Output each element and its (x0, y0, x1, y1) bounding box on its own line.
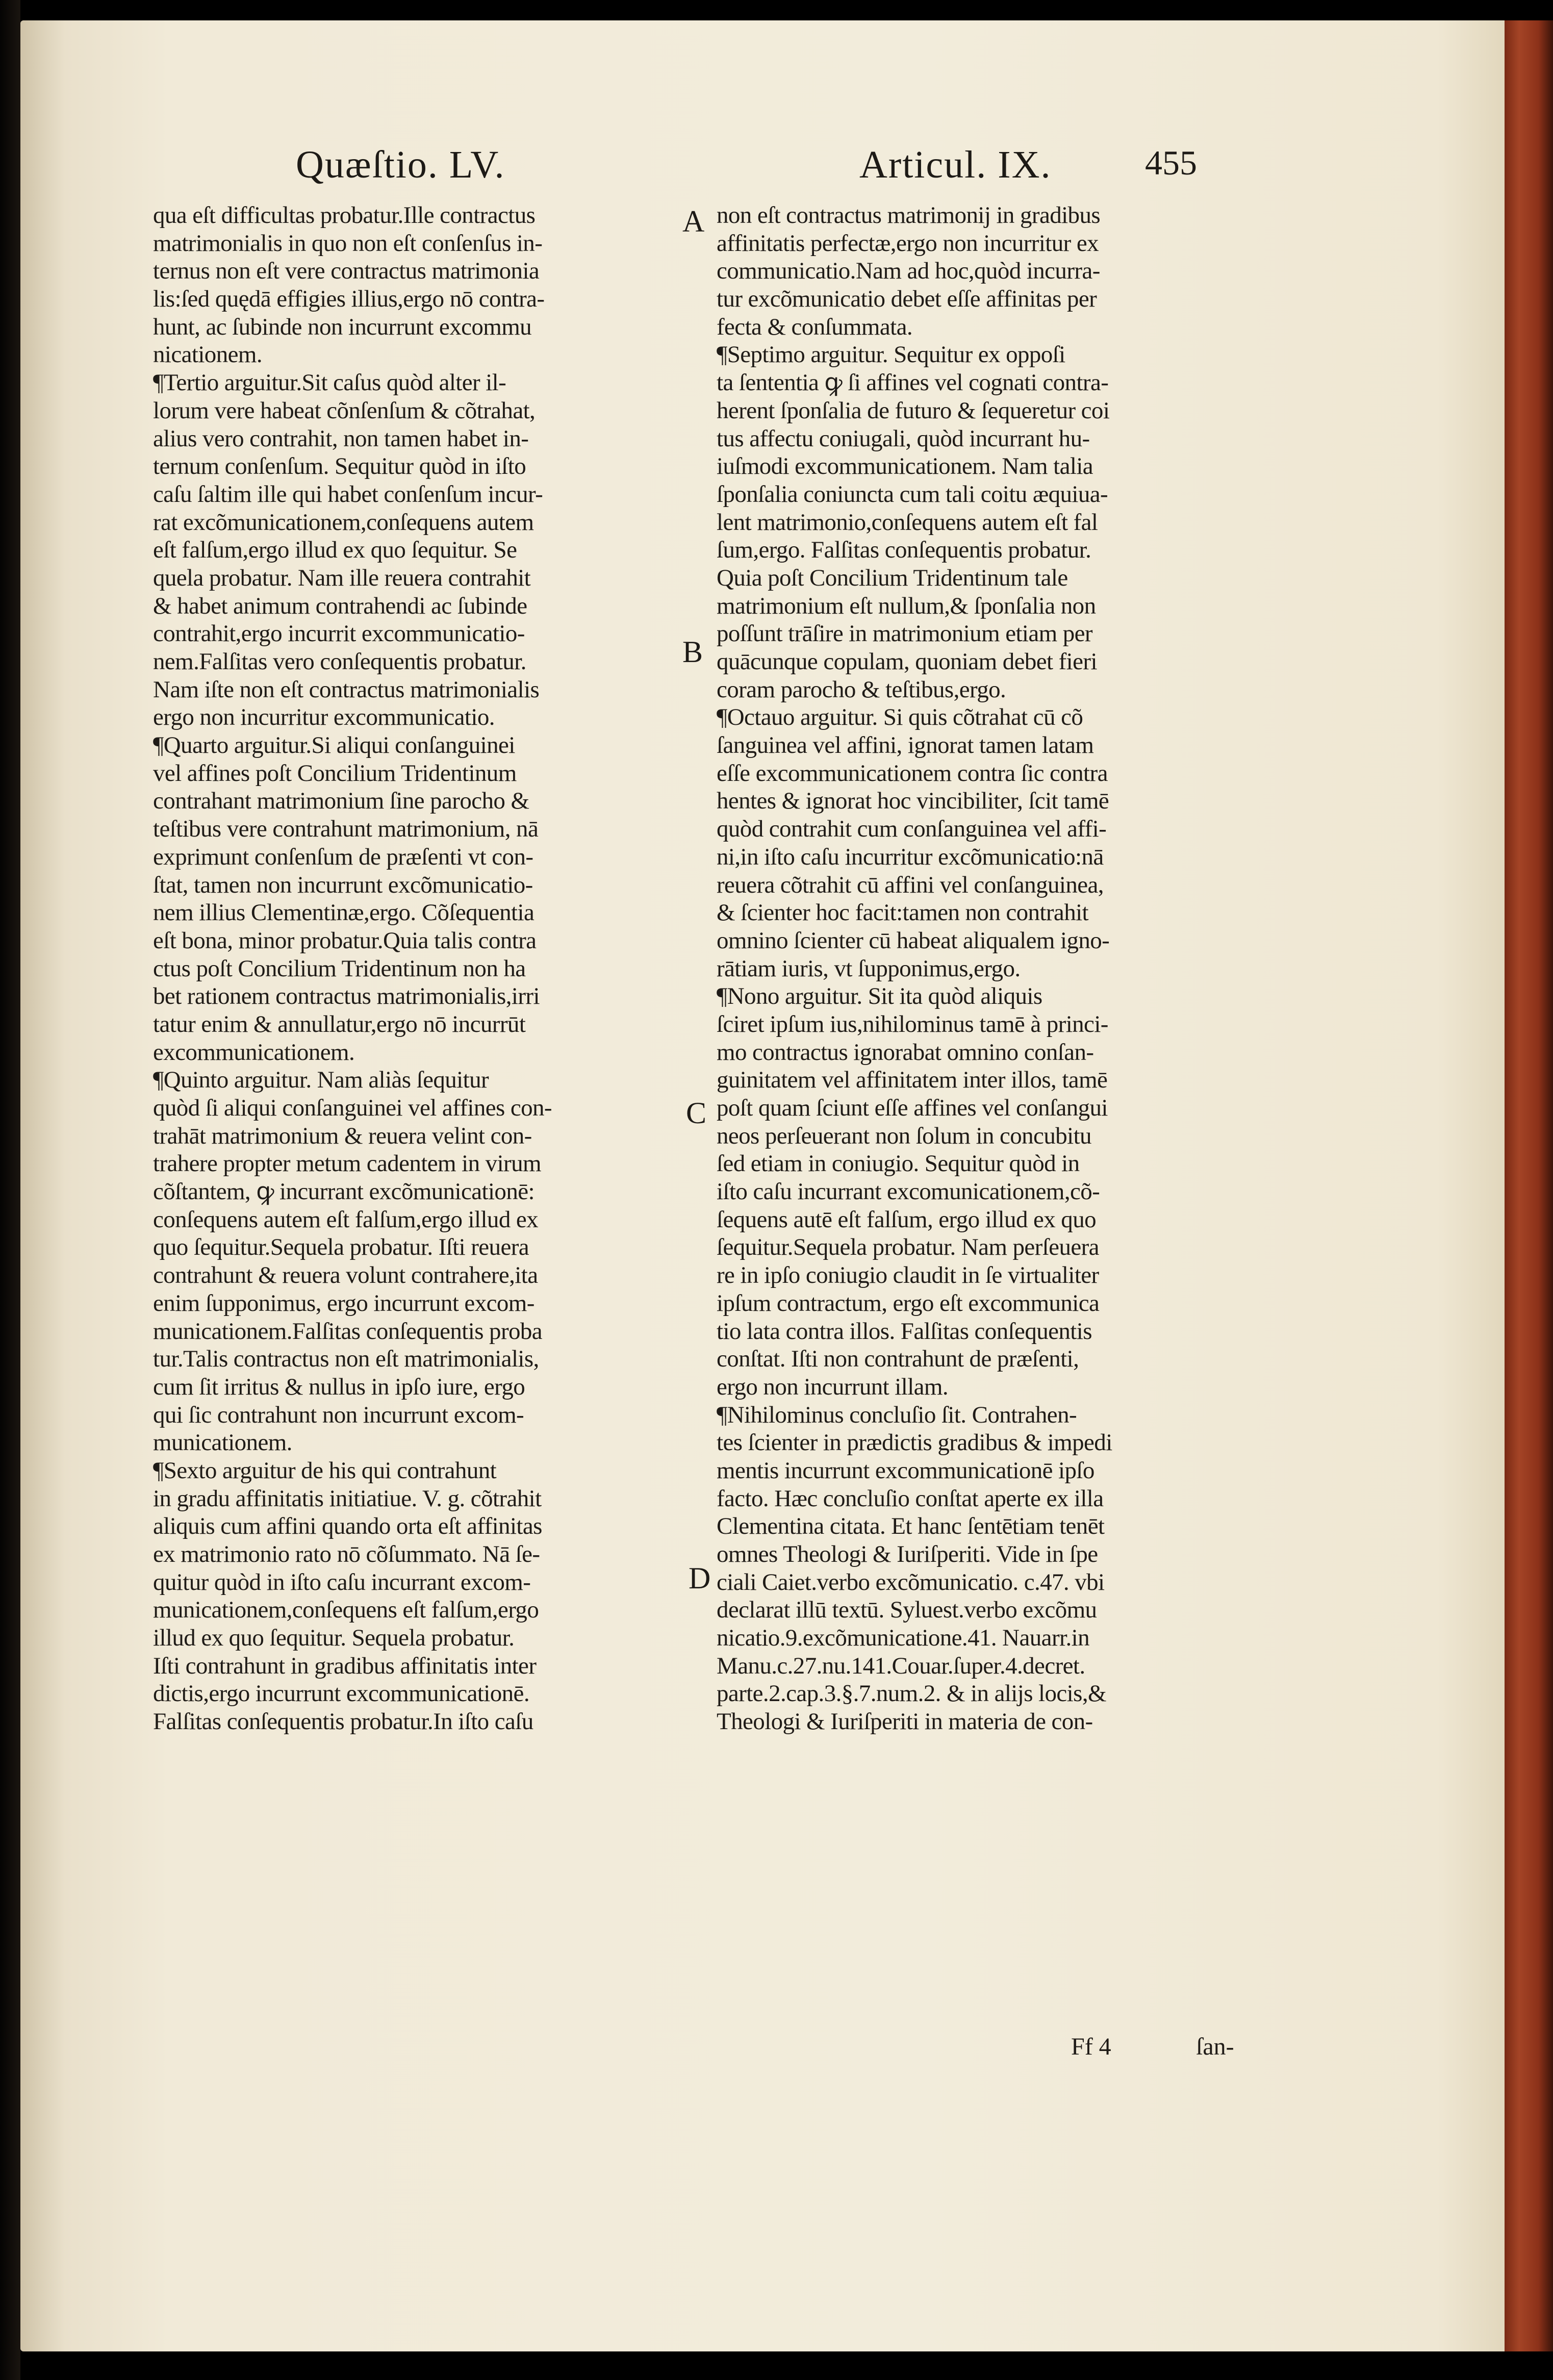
text-line: fecta & conſummata. (717, 313, 913, 340)
text-line: re in ipſo coniugio claudit in ſe virtualiter (717, 1262, 1099, 1289)
text-line: neos perſeuerant non ſolum in concubitu (717, 1122, 1091, 1149)
text-line: ¶Quinto arguitur. Nam aliàs ſequitur (153, 1067, 489, 1094)
text-line: communicatio.Nam ad hoc,quòd incurra- (717, 258, 1100, 285)
header-article: Articul. IX. (859, 143, 1052, 186)
text-line: conſequens autem eſt falſum,ergo illud ex (153, 1206, 539, 1233)
text-line: ſciret ipſum ius,nihilominus tamē à princi- (717, 1010, 1108, 1037)
text-line: quòd ſi aliqui conſanguinei vel affines con- (153, 1095, 552, 1121)
text-line: municationem. (153, 1429, 292, 1456)
text-line: ex matrimonio rato nō cõſummato. Nā ſe- (153, 1541, 540, 1567)
text-line: rat excõmunicationem,conſequens autem (153, 509, 534, 536)
text-line: lorum vere habeat cõnſenſum & cõtrahat, (153, 397, 536, 424)
text-line: eſt falſum,ergo illud ex quo ſequitur. Se (153, 537, 517, 564)
running-header (283, 138, 1252, 194)
catchword: ſan- (1196, 2033, 1234, 2060)
header-question: Quæſtio. LV. (296, 143, 505, 186)
text-line: ¶Sexto arguitur de his qui contrahunt (153, 1457, 497, 1484)
text-line: ¶Tertio arguitur.Sit caſus quòd alter il- (153, 369, 506, 396)
text-line: eſt bona, minor probatur.Quia talis contra (153, 927, 537, 954)
text-line: ergo non incurrunt illam. (717, 1373, 949, 1400)
text-line: lent matrimonio,conſequens autem eſt fal (717, 509, 1098, 536)
margin-marker-c: C (686, 1096, 707, 1130)
text-line: ſequens autē eſt falſum, ergo illud ex quo (717, 1206, 1097, 1233)
text-line: matrimonium eſt nullum,& ſponſalia non (717, 592, 1096, 619)
text-line: in gradu affinitatis initiatiue. V. g. cõtrahit (153, 1485, 542, 1512)
text-line: & ſcienter hoc facit:tamen non contrahit (717, 899, 1089, 926)
text-line: nicationem. (153, 341, 262, 368)
text-line: ergo non incurritur excommunicatio. (153, 704, 495, 731)
text-line: ſanguinea vel affini, ignorat tamen latam (717, 732, 1094, 759)
left-text-column (153, 201, 683, 1736)
text-line: ¶Nono arguitur. Sit ita quòd aliquis (717, 983, 1042, 1010)
text-line: contrahant matrimonium ſine parocho & (153, 788, 529, 815)
text-line: nem illius Clementinæ,ergo. Cõſequentia (153, 899, 534, 926)
text-line: tur.Talis contractus non eſt matrimonialis, (153, 1346, 539, 1373)
text-line: contrahunt & reuera volunt contrahere,ita (153, 1262, 538, 1289)
text-line: non eſt contractus matrimonij in gradibus (717, 202, 1101, 229)
text-line: Theologi & Iuriſperiti in materia de con- (717, 1708, 1093, 1735)
text-line: ciali Caiet.verbo excõmunicatio. c.47. vbi (717, 1568, 1105, 1596)
text-line: ſtat, tamen non incurrunt excõmunicatio- (153, 871, 533, 898)
text-line: Manu.c.27.nu.141.Couar.ſuper.4.decret. (717, 1652, 1085, 1679)
text-line: ta ſententia ꝙ ſi affines vel cognati contra- (717, 369, 1109, 396)
text-line: ſum,ergo. Falſitas conſequentis probatur. (717, 537, 1091, 564)
text-line: Falſitas conſequentis probatur.In iſto caſu (153, 1708, 533, 1735)
text-line: ¶Quarto arguitur.Si aliqui conſanguinei (153, 732, 515, 759)
text-line: quela probatur. Nam ille reuera contrahit (153, 564, 531, 591)
text-line: herent ſponſalia de futuro & ſequeretur coi (717, 397, 1110, 424)
text-line: matrimonialis in quo non eſt conſenſus in- (153, 230, 543, 257)
text-line: enim ſupponimus, ergo incurrunt excom- (153, 1289, 534, 1316)
text-line: excommunicationem. (153, 1039, 355, 1066)
text-line: nicatio.9.excõmunicatione.41. Nauarr.in (717, 1625, 1089, 1652)
text-line: poſt quam ſciunt eſſe affines vel conſangui (717, 1095, 1108, 1121)
signature-mark: Ff 4 (1071, 2033, 1111, 2060)
text-line: ¶Octauo arguitur. Si quis cõtrahat cū cõ (717, 704, 1083, 731)
text-line: vel affines poſt Concilium Tridentinum (153, 759, 517, 787)
text-line: omnes Theologi & Iuriſperiti. Vide in ſpe (717, 1541, 1098, 1567)
text-line: ternus non eſt vere contractus matrimonia (153, 258, 540, 285)
margin-marker-b: B (682, 635, 703, 669)
text-line: iuſmodi excommunicationem. Nam talia (717, 453, 1093, 480)
text-line: hentes & ignorat hoc vincibiliter, ſcit tamē (717, 788, 1109, 815)
text-line: contrahit,ergo incurrit excommunicatio- (153, 620, 525, 647)
text-line: caſu ſaltim ille qui habet conſenſum incur- (153, 480, 543, 508)
text-line: exprimunt conſenſum de præſenti vt con- (153, 843, 533, 870)
page-number: 455 (1145, 143, 1197, 182)
text-line: mo contractus ignorabat omnino conſan- (717, 1039, 1094, 1066)
text-line: ſequitur.Sequela probatur. Nam perſeuera (717, 1234, 1099, 1261)
text-line: eſſe excommunicationem contra ſic contra (717, 759, 1108, 787)
text-line: facto. Hæc concluſio conſtat aperte ex illa (717, 1485, 1104, 1512)
text-line: tus affectu coniugali, quòd incurrant hu- (717, 425, 1090, 452)
text-line: rātiam iuris, vt ſupponimus,ergo. (717, 955, 1021, 982)
text-line: municationem.Falſitas conſequentis proba (153, 1318, 543, 1345)
page-edge-red (1505, 20, 1553, 2351)
text-line: ſed etiam in coniugio. Sequitur quòd in (717, 1150, 1080, 1177)
text-line: ctus poſt Concilium Tridentinum non ha (153, 955, 526, 982)
book-gutter-shadow (0, 0, 20, 2380)
text-line: lis:ſed quędā effigies illius,ergo nō contra- (153, 286, 545, 313)
text-line: quitur quòd in iſto caſu incurrant excom- (153, 1568, 531, 1596)
text-line: quācunque copulam, quoniam debet fieri (717, 648, 1097, 675)
text-line: guinitatem vel affinitatem inter illos, tamē (717, 1067, 1108, 1094)
text-line: nem.Falſitas vero conſequentis probatur. (153, 648, 526, 675)
right-text-column (717, 201, 1247, 1736)
text-line: Nam iſte non eſt contractus matrimonialis (153, 676, 540, 703)
text-line: dictis,ergo incurrunt excommunicationē. (153, 1680, 529, 1707)
text-line: & habet animum contrahendi ac ſubinde (153, 592, 527, 619)
text-line: tio lata contra illos. Falſitas conſequentis (717, 1318, 1092, 1345)
text-line: quòd contrahit cum conſanguinea vel affi- (717, 816, 1107, 843)
text-line: ternum conſenſum. Sequitur quòd in iſto (153, 453, 526, 480)
text-line: reuera cõtrahit cū affini vel conſanguinea, (717, 871, 1104, 898)
text-line: Quia poſt Concilium Tridentinum tale (717, 564, 1068, 591)
text-line: ¶Nihilominus concluſio ſit. Contrahen- (717, 1401, 1077, 1428)
text-line: ipſum contractum, ergo eſt excommunica (717, 1289, 1100, 1316)
text-line: coram parocho & teſtibus,ergo. (717, 676, 1006, 703)
text-line: teſtibus vere contrahunt matrimonium, nā (153, 816, 539, 843)
text-line: Iſti contrahunt in gradibus affinitatis inter (153, 1652, 537, 1679)
text-line: tur excõmunicatio debet eſſe affinitas per (717, 286, 1097, 313)
text-line: poſſunt trāſire in matrimonium etiam per (717, 620, 1092, 647)
text-line: Clementina citata. Et hanc ſentētiam tenēt (717, 1513, 1105, 1540)
text-line: bet rationem contractus matrimonialis,irri (153, 983, 540, 1010)
text-line: aliquis cum affini quando orta eſt affinitas (153, 1513, 542, 1540)
margin-marker-a: A (682, 205, 705, 238)
text-line: affinitatis perfectæ,ergo non incurritur ex (717, 230, 1099, 257)
text-line: trahāt matrimonium & reuera velint con- (153, 1122, 532, 1149)
text-line: parte.2.cap.3.§.7.num.2. & in alijs locis,& (717, 1680, 1106, 1707)
text-line: cum ſit irritus & nullus in ipſo iure, ergo (153, 1373, 525, 1400)
text-line: ¶Septimo arguitur. Sequitur ex oppoſi (717, 341, 1065, 368)
text-line: qua eſt difficultas probatur.Ille contractus (153, 202, 536, 229)
text-line: omnino ſcienter cū habeat aliqualem igno- (717, 927, 1110, 954)
text-line: ni,in iſto caſu incurritur excõmunicatio:nā (717, 843, 1104, 870)
text-line: declarat illū textū. Syluest.verbo excõmu (717, 1597, 1097, 1624)
catchword-line (1071, 2033, 1255, 2063)
text-line: tes ſcienter in prædictis gradibus & impedi (717, 1429, 1112, 1456)
text-line: alius vero contrahit, non tamen habet in- (153, 425, 529, 452)
text-line: tatur enim & annullatur,ergo nō incurrūt (153, 1010, 526, 1037)
text-line: ſponſalia coniuncta cum tali coitu æquiua- (717, 480, 1108, 508)
text-line: quo ſequitur.Sequela probatur. Iſti reuera (153, 1234, 529, 1261)
text-line: trahere propter metum cadentem in virum (153, 1150, 541, 1177)
text-line: cõſtantem, ꝙ incurrant excõmunicationē: (153, 1178, 534, 1205)
text-line: iſto caſu incurrant excomunicationem,cõ- (717, 1178, 1100, 1205)
text-line: illud ex quo ſequitur. Sequela probatur. (153, 1625, 515, 1652)
text-line: qui ſic contrahunt non incurrunt excom- (153, 1401, 524, 1428)
text-line: hunt, ac ſubinde non incurrunt excommu (153, 313, 532, 340)
margin-marker-d: D (689, 1561, 711, 1595)
text-line: conſtat. Iſti non contrahunt de præſenti, (717, 1346, 1079, 1373)
text-line: municationem,conſequens eſt falſum,ergo (153, 1597, 539, 1624)
text-line: mentis incurrunt excommunicationē ipſo (717, 1457, 1094, 1484)
